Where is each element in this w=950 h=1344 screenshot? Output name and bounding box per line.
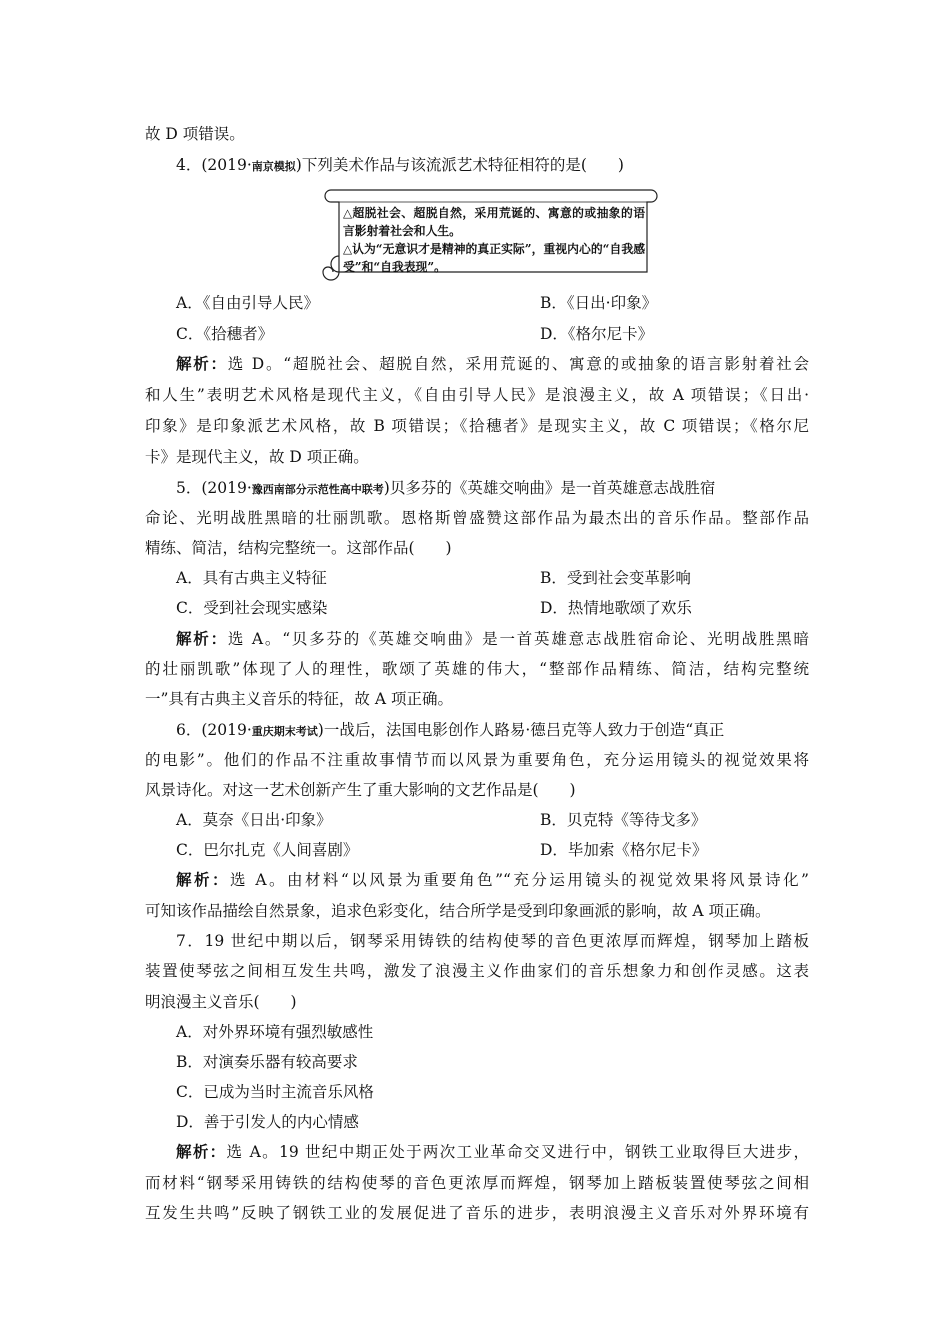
option-a: A．莫奈《日出·印象》 — [176, 811, 332, 829]
option-d: D．热情地歌颂了欢乐 — [540, 599, 692, 617]
analysis-line: 可知该作品描绘自然景象，追求色彩变化，结合所学是受到印象画派的影响，故 A 项正确。 — [145, 902, 771, 920]
analysis-line: 印象》是印象派艺术风格，故 B 项错误；《拾穗者》是现实主义，故 C 项错误；《格尔尼 — [145, 417, 809, 435]
option-a: A．具有古典主义特征 — [176, 569, 327, 587]
question-7-stem: 7．19 世纪中期以后，钢琴采用铸铁的结构使琴的音色更浓厚而辉煌，钢琴加上踏板 — [176, 932, 809, 950]
option-c: C．《拾穗者》 — [176, 325, 274, 343]
question-source: 重庆期末考试 — [251, 725, 318, 738]
option-a: A．《自由引导人民》 — [176, 294, 319, 312]
option-c: C．受到社会现实感染 — [176, 599, 328, 617]
option-a: A．对外界环境有强烈敏感性 — [176, 1023, 374, 1041]
text-line: 的电影”。他们的作品不注重故事情节而以风景为重要角色，充分运用镜头的视觉效果将 — [145, 751, 809, 769]
material-point-2: △认为“无意识才是精神的真正实际”，重视内心的“自我感受”和“自我表现”。 — [343, 242, 645, 274]
text-line: 命论、光明战胜黑暗的壮丽凯歌。恩格斯曾盛赞这部作品为最杰出的音乐作品。整部作品 — [145, 509, 809, 527]
question-4-stem: 4．(2019·南京模拟)下列美术作品与该流派艺术特征相符的是( ) — [176, 156, 624, 174]
analysis-line: 互发生共鸣”反映了钢铁工业的发展促进了音乐的进步，表明浪漫主义音乐对外界环境有 — [145, 1204, 809, 1222]
material-scroll-box — [317, 186, 659, 282]
material-point-1: △超脱社会、超脱自然，采用荒诞的、寓意的或抽象的语言影射着社会和人生。 — [343, 206, 645, 238]
text-line: 精练、简洁，结构完整统一。这部作品( ) — [145, 539, 452, 557]
analysis-line: 而材料“钢琴采用铸铁的结构使琴的音色更浓厚而辉煌，钢琴加上踏板装置使琴弦之间相 — [145, 1174, 809, 1192]
text-line: 装置使琴弦之间相互发生共鸣，激发了浪漫主义作曲家们的音乐想象力和创作灵感。这表 — [145, 962, 809, 980]
option-b: B．受到社会变革影响 — [540, 569, 691, 587]
analysis-line: 和人生”表明艺术风格是现代主义，《自由引导人民》是浪漫主义，故 A 项错误；《日出· — [145, 386, 809, 404]
analysis-line: 卡》是现代主义，故 D 项正确。 — [145, 448, 369, 466]
scroll-content — [343, 204, 645, 276]
question-5-stem: 5．(2019·豫西南部分示范性高中联考)贝多芬的《英雄交响曲》是一首英雄意志战胜宿 — [176, 479, 716, 497]
analysis-line: 一”具有古典主义音乐的特征，故 A 项正确。 — [145, 690, 453, 708]
option-d: D．毕加索《格尔尼卡》 — [540, 841, 708, 859]
analysis-line: 解析：选 A。19 世纪中期正处于两次工业革命交叉进行中，钢铁工业取得巨大进步， — [176, 1142, 809, 1161]
question-source: 南京模拟 — [251, 160, 296, 173]
option-d: D．《格尔尼卡》 — [540, 325, 654, 343]
question-source: 豫西南部分示范性高中联考 — [251, 483, 384, 496]
option-b: B．对演奏乐器有较高要求 — [176, 1053, 358, 1071]
analysis-line: 解析：选 A。“贝多芬的《英雄交响曲》是一首英雄意志战胜宿命论、光明战胜黑暗 — [176, 629, 809, 648]
option-c: C．巴尔扎克《人间喜剧》 — [176, 841, 359, 859]
option-b: B．贝克特《等待戈多》 — [540, 811, 707, 829]
text-line: 风景诗化。对这一艺术创新产生了重大影响的文艺作品是( ) — [145, 781, 576, 799]
text-line: 故 D 项错误。 — [145, 125, 245, 143]
analysis-line: 的壮丽凯歌”体现了人的理性，歌颂了英雄的伟大，“整部作品精练、简洁，结构完整统 — [145, 660, 809, 678]
question-6-stem: 6．(2019·重庆期末考试)一战后，法国电影创作人路易·德吕克等人致力于创造“真正 — [176, 721, 725, 739]
option-d: D．善于引发人的内心情感 — [176, 1113, 359, 1131]
analysis-line: 解析：选 D。“超脱社会、超脱自然，采用荒诞的、寓意的或抽象的语言影射着社会 — [176, 354, 809, 373]
option-c: C．已成为当时主流音乐风格 — [176, 1083, 374, 1101]
text-line: 明浪漫主义音乐( ) — [145, 993, 297, 1011]
analysis-line: 解析：选 A。由材料“以风景为重要角色”“充分运用镜头的视觉效果将风景诗化” — [176, 870, 809, 889]
option-b: B．《日出·印象》 — [540, 294, 658, 312]
